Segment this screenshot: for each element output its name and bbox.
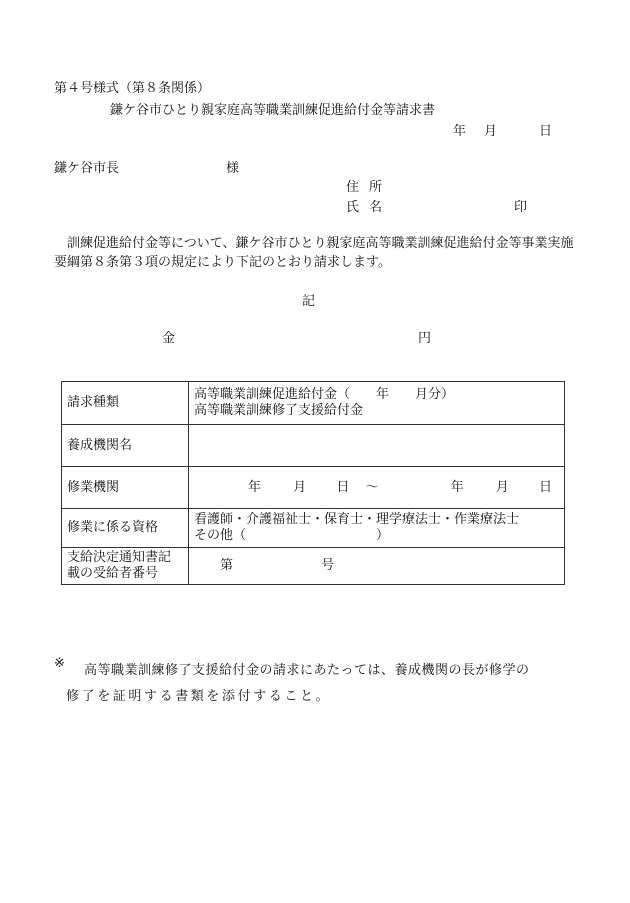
period-start-day: 日 [336, 479, 350, 495]
request-type-label: 請求種類 [62, 382, 189, 425]
number-go: 号 [321, 558, 335, 573]
request-type-line: 高等職業訓練修了支援給付金 [194, 403, 364, 418]
request-body-text: 訓練促進給付金等について、鎌ケ谷市ひとり親家庭高等職業訓練促進給付金等事業実施要綱第８条第３項の規定により下記のとおり請求します。 [54, 236, 574, 270]
addressee-name: 鎌ケ谷市長 [54, 161, 120, 176]
study-period-label: 修業機関 [62, 467, 189, 509]
institution-value [189, 425, 565, 467]
period-end-month: 月 [495, 479, 509, 495]
period-start-month: 月 [293, 479, 307, 495]
institution-label: 養成機関名 [62, 425, 189, 467]
detail-table [61, 381, 565, 585]
number-dai: 第 [220, 558, 234, 573]
table-row-request-type [62, 382, 565, 425]
period-tilde: ～ [365, 479, 379, 495]
note-text-line2: 修了を証明する書類を添付すること。 [66, 689, 332, 704]
recipient-number-label-line: 載の受給者番号 [67, 566, 159, 581]
recipient-number-label [62, 548, 189, 585]
table-row-recipient-number [62, 548, 565, 585]
period-start-year: 年 [248, 479, 262, 495]
period-end-year: 年 [450, 479, 464, 495]
date-day-label: 日 [539, 124, 553, 139]
qualification-line: その他（ ） [194, 528, 390, 543]
request-type-value [189, 382, 565, 425]
table-row-qualification [62, 509, 565, 548]
study-period-value [189, 467, 565, 509]
document-title: 鎌ケ谷市ひとり親家庭高等職業訓練促進給付金等請求書 [110, 103, 436, 118]
note-text-line1: 高等職業訓練修了支援給付金の請求にあたっては、養成機関の長が修学の [84, 663, 530, 678]
addressee-honorific: 様 [226, 161, 240, 176]
form-number: 第４号様式（第８条関係） [54, 81, 211, 96]
address-label: 住所 [346, 180, 393, 195]
date-year-label: 年 [453, 124, 467, 139]
table-row-institution [62, 425, 565, 467]
seal-mark: 印 [514, 200, 528, 215]
request-type-line: 高等職業訓練促進給付金（ 年 月分） [194, 387, 455, 402]
qualification-line: 看護師・介護福祉士・保育士・理学療法士・作業療法士 [194, 512, 520, 527]
qualification-label: 修業に係る資格 [62, 509, 189, 548]
period-end-day: 日 [538, 479, 552, 495]
name-label: 氏名 [346, 200, 393, 215]
amount-kin-label: 金 [162, 331, 176, 346]
recipient-number-value [189, 548, 565, 585]
amount-yen-label: 円 [418, 331, 432, 346]
ki-heading: 記 [302, 294, 316, 309]
note-mark: ※ [54, 656, 65, 671]
qualification-value [189, 509, 565, 548]
date-month-label: 月 [484, 124, 498, 139]
recipient-number-label-line: 支給決定通知書記 [67, 550, 172, 565]
table-row-study-period [62, 467, 565, 509]
